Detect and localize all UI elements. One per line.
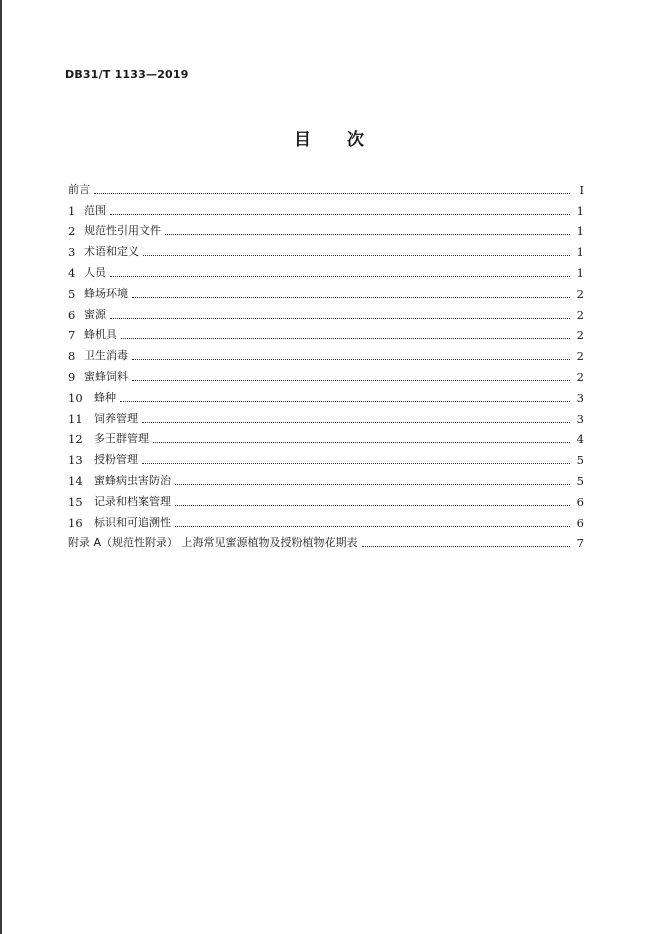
toc-entry-label: 记录和档案管理 xyxy=(94,494,171,508)
toc-dot-leader xyxy=(175,526,570,527)
toc-dot-leader xyxy=(142,463,570,464)
toc-entry-label: 蜂种 xyxy=(94,390,116,404)
toc-entry[interactable] xyxy=(68,260,584,281)
toc-dot-leader xyxy=(132,380,570,381)
toc-entry-number: 10 xyxy=(68,390,83,405)
toc-entry-page: 5 xyxy=(576,453,584,468)
toc-entry-page: 2 xyxy=(576,349,584,364)
toc-entry-page: 6 xyxy=(576,515,584,530)
toc-entry-page: Ⅰ xyxy=(579,182,584,197)
toc-entry[interactable] xyxy=(68,343,584,364)
toc-entry[interactable] xyxy=(68,302,584,323)
toc-dot-leader xyxy=(121,338,570,339)
toc-dot-leader xyxy=(132,297,570,298)
toc-entry-label: 多王群管理 xyxy=(94,432,149,446)
toc-entry-page: 3 xyxy=(576,411,584,426)
toc-entry-page: 1 xyxy=(576,265,584,280)
toc-entry-number: 7 xyxy=(68,328,76,343)
toc-entry-label: 蜜蜂病虫害防治 xyxy=(94,473,171,487)
toc-entry-page: 1 xyxy=(576,203,584,218)
toc-entry-number: 12 xyxy=(68,432,83,447)
toc-dot-leader xyxy=(362,546,570,547)
toc-entry-page: 3 xyxy=(576,390,584,405)
toc-entry-number: 4 xyxy=(68,265,76,280)
toc-title xyxy=(0,125,658,150)
toc-entry-label: 标识和可追溯性 xyxy=(94,515,171,529)
toc-entry[interactable] xyxy=(68,239,584,260)
toc-entry[interactable] xyxy=(68,468,584,489)
toc-entry-label: 饲养管理 xyxy=(94,411,138,425)
toc-entry-label: 人员 xyxy=(84,265,106,279)
toc-entry-number: 11 xyxy=(68,411,83,426)
toc-entry-label: 蜂场环境 xyxy=(84,286,128,300)
toc-entry-page: 4 xyxy=(576,432,584,447)
toc-entry-page: 2 xyxy=(576,328,584,343)
toc-entry-number: 13 xyxy=(68,453,83,468)
toc-entry[interactable] xyxy=(68,385,584,406)
toc-dot-leader xyxy=(175,505,570,506)
toc-entry-label: 前言 xyxy=(68,182,90,196)
toc-entry-page: 2 xyxy=(576,286,584,301)
toc-entry-number: 3 xyxy=(68,245,76,260)
toc-entry[interactable] xyxy=(68,364,584,385)
toc-entry-label: 术语和定义 xyxy=(84,245,139,259)
toc-title-char-2: 次 xyxy=(347,130,364,150)
toc-entry-number: 15 xyxy=(68,494,83,509)
toc-entry-page: 2 xyxy=(576,369,584,384)
toc-dot-leader xyxy=(143,255,570,256)
toc-entry-label: 范围 xyxy=(84,203,106,217)
toc-entry-number: 5 xyxy=(68,286,76,301)
toc-entry-page: 6 xyxy=(576,494,584,509)
toc-entry-label: 蜜源 xyxy=(84,307,106,321)
toc-entry[interactable] xyxy=(68,198,584,219)
toc-entry-page: 1 xyxy=(576,245,584,260)
toc-dot-leader xyxy=(132,359,570,360)
toc-dot-leader xyxy=(110,214,570,215)
toc-entry-page: 2 xyxy=(576,307,584,322)
toc-entry-number: 1 xyxy=(68,203,76,218)
toc-entry[interactable] xyxy=(68,281,584,302)
toc-entry-number: 8 xyxy=(68,349,76,364)
toc-entry[interactable] xyxy=(68,323,584,344)
toc-entry[interactable] xyxy=(68,447,584,468)
toc-dot-leader xyxy=(110,276,570,277)
toc-entry-label: 规范性引用文件 xyxy=(84,224,161,238)
toc-entry-label: 蜜蜂饲料 xyxy=(84,369,128,383)
toc-entry[interactable] xyxy=(68,489,584,510)
toc-entry-number: 9 xyxy=(68,369,76,384)
toc-title-char-1: 目 xyxy=(294,130,311,150)
toc-entry-page: 1 xyxy=(576,224,584,239)
toc-dot-leader xyxy=(110,318,570,319)
toc-entry-number: 16 xyxy=(68,515,83,530)
toc-dot-leader xyxy=(175,484,570,485)
toc-entry-page: 7 xyxy=(576,536,584,551)
toc-entry[interactable] xyxy=(68,427,584,448)
toc-dot-leader xyxy=(153,442,570,443)
document-code: DB31/T 1133—2019 xyxy=(65,68,189,81)
toc-entry[interactable] xyxy=(68,406,584,427)
table-of-contents xyxy=(68,177,584,551)
toc-dot-leader xyxy=(165,234,570,235)
toc-entry-number: 6 xyxy=(68,307,76,322)
toc-entry-label: 附录 A（规范性附录） 上海常见蜜源植物及授粉植物花期表 xyxy=(68,536,358,550)
toc-entry[interactable] xyxy=(68,531,584,552)
toc-entry[interactable] xyxy=(68,219,584,240)
toc-dot-leader xyxy=(142,422,570,423)
toc-entry-number: 2 xyxy=(68,224,76,239)
toc-dot-leader xyxy=(120,401,570,402)
toc-entry-number: 14 xyxy=(68,473,83,488)
toc-entry[interactable] xyxy=(68,177,584,198)
toc-entry-label: 卫生消毒 xyxy=(84,349,128,363)
toc-entry-page: 5 xyxy=(576,473,584,488)
toc-entry[interactable] xyxy=(68,510,584,531)
toc-dot-leader xyxy=(94,193,570,194)
toc-entry-label: 蜂机具 xyxy=(84,328,117,342)
toc-entry-label: 授粉管理 xyxy=(94,453,138,467)
